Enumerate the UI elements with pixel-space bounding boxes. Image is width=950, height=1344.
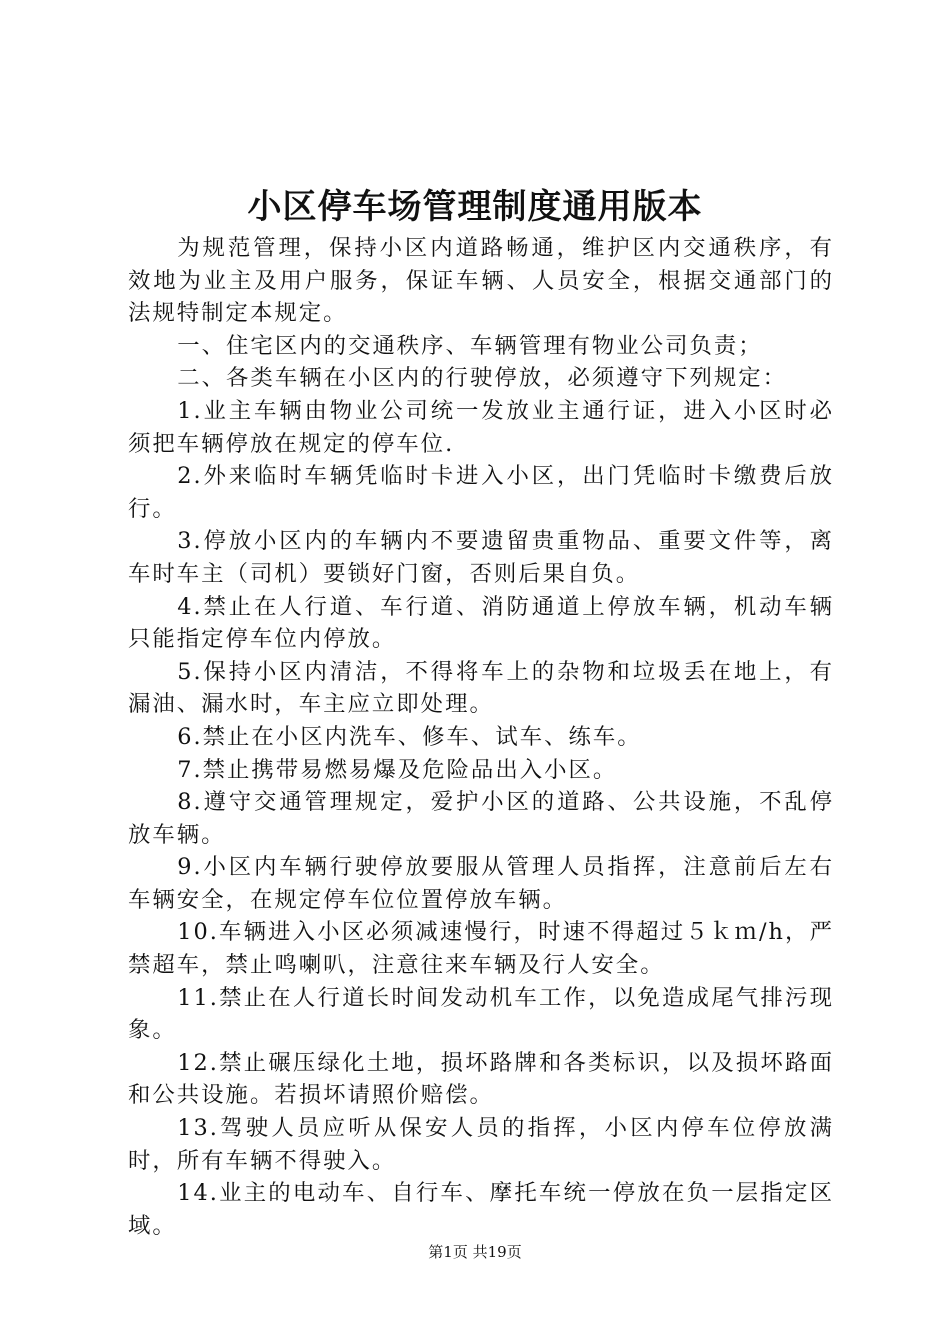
rule-item-13: 13.驾驶人员应听从保安人员的指挥，小区内停车位停放满时，所有车辆不得驶入。 — [128, 1115, 834, 1174]
page-title: 小区停车场管理制度通用版本 — [247, 187, 703, 227]
rule-item-6: 6.禁止在小区内洗车、修车、试车、练车。 — [177, 723, 642, 750]
rule-item-8: 8.遵守交通管理规定，爱护小区的道路、公共设施，不乱停放车辆。 — [128, 789, 834, 848]
rule-item-4: 4.禁止在人行道、车行道、消防通道上停放车辆，机动车辆只能指定停车位内停放。 — [128, 593, 834, 653]
rule-item-12: 12.禁止碾压绿化土地，损坏路牌和各类标识，以及损坏路面和公共设施。若损坏请照价赔偿。 — [128, 1049, 834, 1109]
rule-item-14: 14.业主的电动车、自行车、摩托车统一停放在负一层指定区域。 — [128, 1180, 834, 1239]
rule-item-3: 3.停放小区内的车辆内不要遗留贵重物品、重要文件等，离车时车主（司机）要锁好门窗，否则后果自负。 — [128, 528, 834, 587]
rule-item-7: 7.禁止携带易燃易爆及危险品出入小区。 — [177, 756, 618, 783]
page-number-footer: 第1页 共19页 — [428, 1243, 522, 1261]
rule-item-5: 5.保持小区内清洁，不得将车上的杂物和垃圾丢在地上，有漏油、漏水时，车主应立即处理。 — [128, 658, 834, 718]
paragraph-section-1: 一、住宅区内的交通秩序、车辆管理有物业公司负责； — [177, 332, 763, 359]
rule-item-11: 11.禁止在人行道长时间发动机车工作，以免造成尾气排污现象。 — [128, 984, 834, 1044]
rule-item-1: 1.业主车辆由物业公司统一发放业主通行证，进入小区时必须把车辆停放在规定的停车位. — [128, 397, 834, 457]
document-body — [128, 232, 834, 1242]
rule-item-10: 10.车辆进入小区必须减速慢行，时速不得超过５ｋｍ/h，严禁超车，禁止鸣喇叭，注意往来车辆及行人安全。 — [128, 919, 834, 979]
paragraph-section-2: 二、各类车辆在小区内的行驶停放，必须遵守下列规定： — [177, 365, 788, 392]
rule-item-9: 9.小区内车辆行驶停放要服从管理人员指挥，注意前后左右车辆安全，在规定停车位位置停放车辆。 — [128, 854, 834, 913]
rule-item-2: 2.外来临时车辆凭临时卡进入小区，出门凭临时卡缴费后放行。 — [128, 463, 834, 522]
paragraph-intro: 为规范管理，保持小区内道路畅通，维护区内交通秩序，有效地为业主及用户服务，保证车辆、人员安全，根据交通部门的法规特制定本规定。 — [128, 235, 834, 327]
